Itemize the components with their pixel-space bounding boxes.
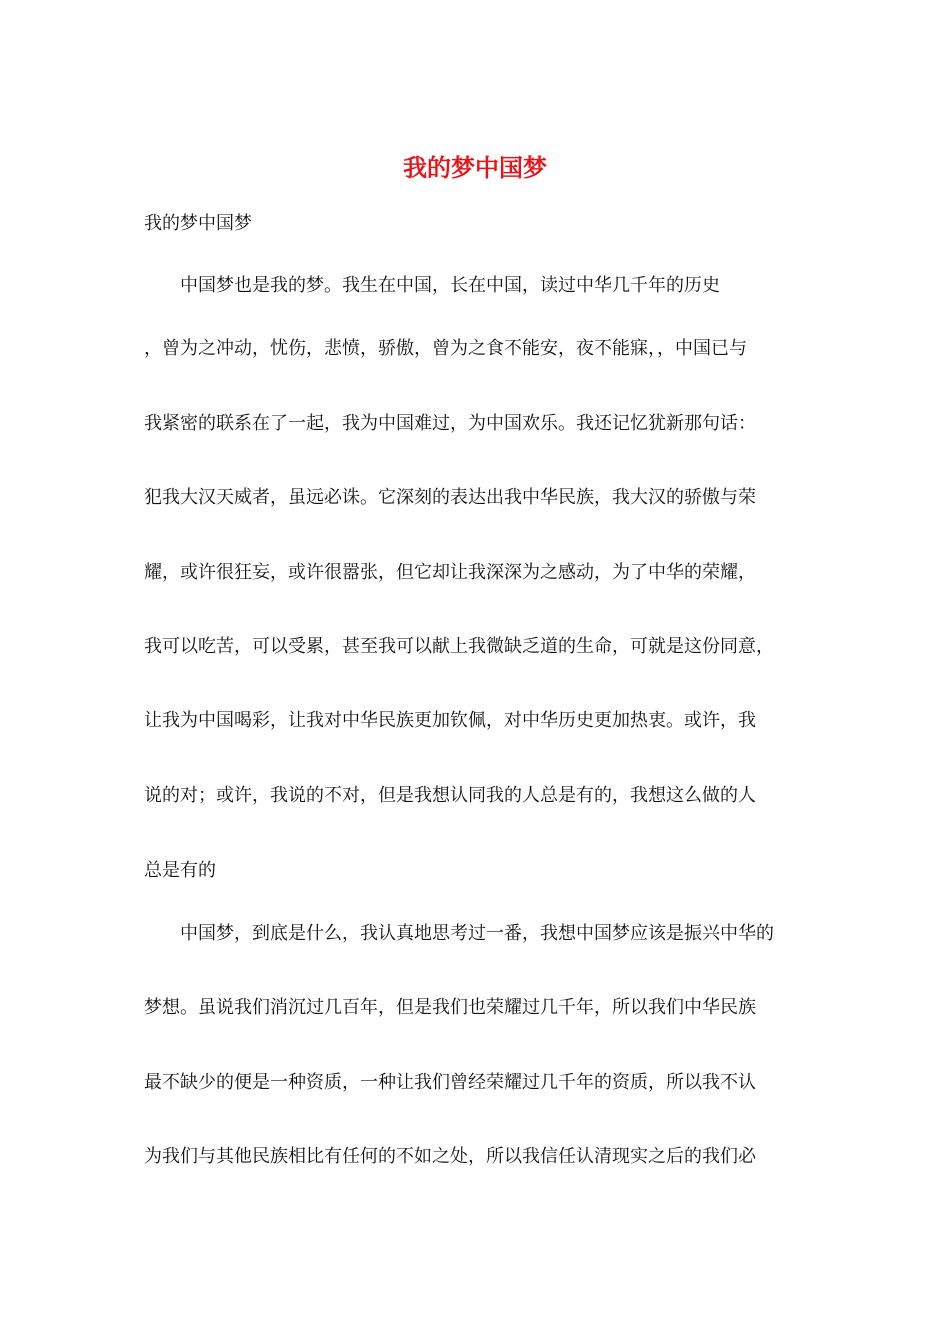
paragraph-line-5: 耀，或许很狂妄，或许很嚣张，但它却让我深深为之感动，为了中华的荣耀，: [144, 562, 756, 583]
document-subtitle: 我的梦中国梦: [144, 213, 252, 234]
paragraph-line-3: 我紧密的联系在了一起，我为中国难过，为中国欢乐。我还记忆犹新那句话：: [144, 413, 756, 434]
paragraph-line-10: 中国梦，到底是什么，我认真地思考过一番，我想中国梦应该是振兴中华的: [144, 923, 774, 944]
paragraph-line-12: 最不缺少的便是一种资质，一种让我们曾经荣耀过几千年的资质，所以我不认: [144, 1072, 756, 1093]
paragraph-line-8: 说的对；或许，我说的不对，但是我想认同我的人总是有的，我想这么做的人: [144, 785, 756, 806]
paragraph-line-9: 总是有的: [144, 860, 216, 881]
paragraph-line-6: 我可以吃苦，可以受累，甚至我可以献上我微缺乏道的生命，可就是这份同意，: [144, 636, 774, 657]
paragraph-line-11: 梦想。虽说我们消沉过几百年，但是我们也荣耀过几千年，所以我们中华民族: [144, 997, 756, 1018]
paragraph-line-1: 中国梦也是我的梦。我生在中国，长在中国，读过中华几千年的历史: [144, 275, 720, 296]
paragraph-line-2: ，曾为之冲动，忧伤，悲愤，骄傲，曾为之食不能安，夜不能寐，，中国已与: [144, 338, 747, 359]
paragraph-line-4: 犯我大汉天威者，虽远必诛。它深刻的表达出我中华民族，我大汉的骄傲与荣: [144, 487, 756, 508]
paragraph-line-7: 让我为中国喝彩，让我对中华民族更加钦佩，对中华历史更加热衷。或许，我: [144, 710, 756, 731]
paragraph-line-13: 为我们与其他民族相比有任何的不如之处，所以我信任认清现实之后的我们必: [144, 1146, 756, 1167]
document-title: 我的梦中国梦: [403, 153, 547, 182]
